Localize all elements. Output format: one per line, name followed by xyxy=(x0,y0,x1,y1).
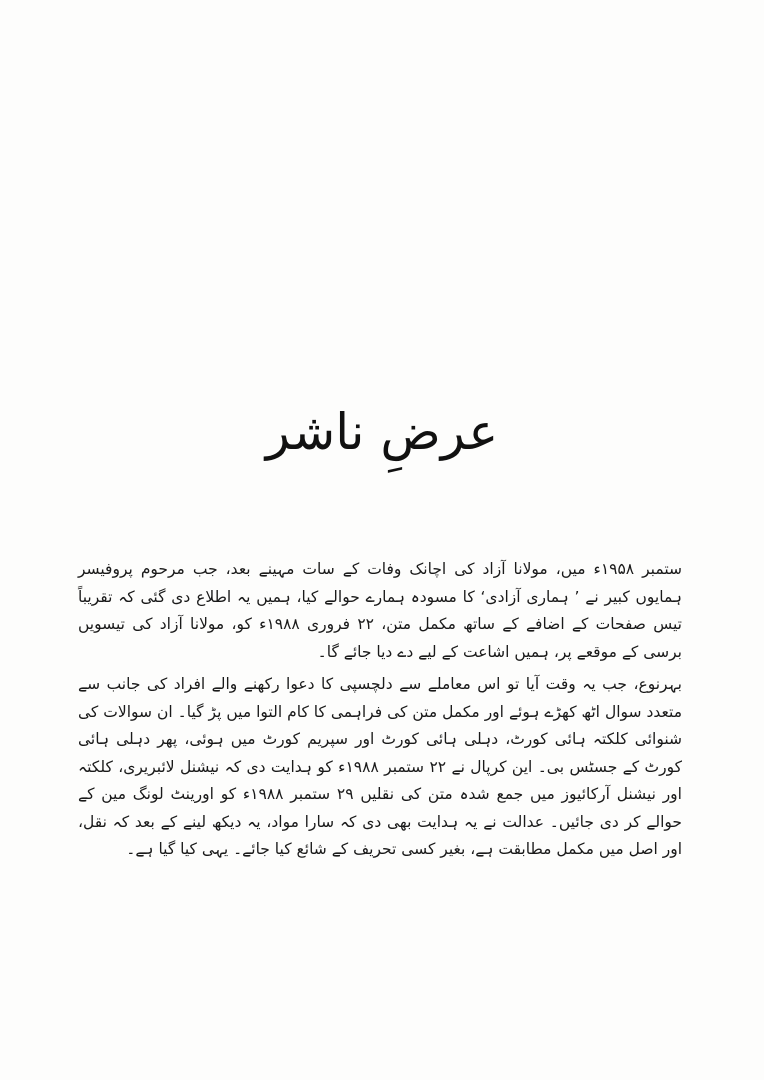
document-title: عرضِ ناشر xyxy=(265,403,499,461)
paragraph-1: ستمبر ۱۹۵۸ء میں، مولانا آزاد کی اچانک وفات کے سات مہینے بعد، جب مرحوم پروفیسر ہمایوں کبیر نے ’ ہماری آزادی‘ کا مسودہ ہمارے حوالے کیا، ہمیں یہ اطلاع دی گئی کہ تقریباً تیس صفحات کے اضافے کے ساتھ مکمل متن، ۲۲ فروری ۱۹۸۸ء کو، مولانا آزاد کی تیسویں برسی کے موقعے پر، ہمیں اشاعت کے لیے دے دیا جائے گا۔ xyxy=(78,560,682,661)
paragraph-2: بہرنوع، جب یہ وقت آیا تو اس معاملے سے دلچسپی کا دعوا رکھنے والے افراد کی جانب سے متعدد سوال اٹھ کھڑے ہوئے اور مکمل متن کی فراہمی کا کام التوا میں پڑ گیا۔ ان سوالات کی شنوائی کلکتہ ہائی کورٹ، دہلی ہائی کورٹ اور سپریم کورٹ میں ہوئی، پھر دہلی ہائی کورٹ کے جسٹس بی۔ این کرپال نے ۲۲ ستمبر ۱۹۸۸ء کو ہدایت دی کہ نیشنل لائبریری، کلکتہ اور نیشنل آرکائیوز میں جمع شدہ متن کی نقلیں ۲۹ ستمبر ۱۹۸۸ء کو اورینٹ لونگ مین کے حوالے کر دی جائیں۔ عدالت نے یہ ہدایت بھی دی کہ سارا مواد، یہ دیکھ لینے کے بعد کہ نقل، اور اصل میں مکمل مطابقت ہے، بغیر کسی تحریف کے شائع کیا جائے۔ یہی کیا گیا ہے۔ xyxy=(78,675,683,858)
document-body xyxy=(78,556,682,864)
